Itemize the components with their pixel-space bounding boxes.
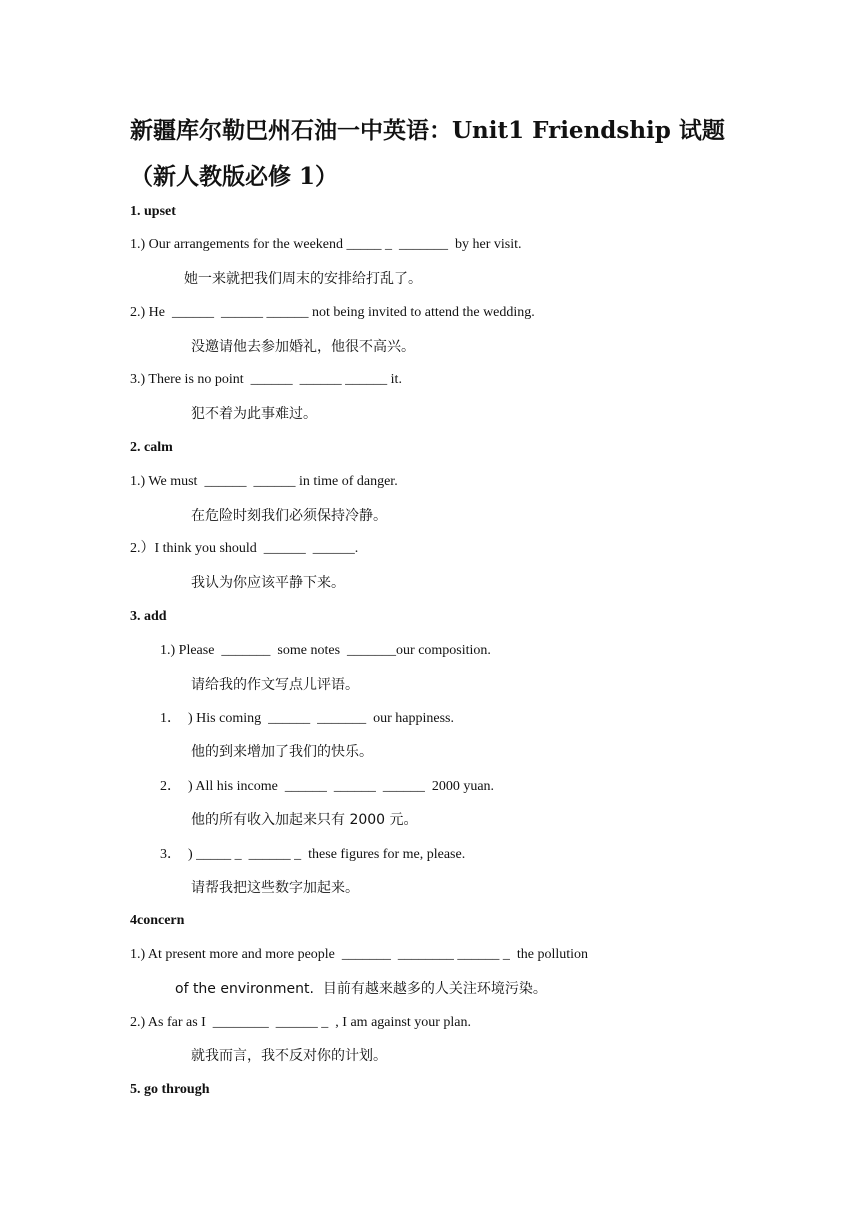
translation-line: 在危险时刻我们必须保持冷静。: [191, 508, 387, 524]
translation-line: 他的所有收入加起来只有 2000 元。: [191, 812, 418, 828]
exercise-line-continued: of the environment. 目前有越来越多的人关注环境污染。: [175, 981, 547, 997]
translation-line: 犯不着为此事难过。: [191, 406, 317, 422]
translation-line: 她一来就把我们周末的安排给打乱了。: [184, 271, 422, 287]
exercise-line: 3.) There is no point ______ ______ ______ it.: [130, 372, 402, 387]
exercise-line: 2.）I think you should ______ ______.: [130, 541, 359, 556]
translation-line: 请帮我把这些数字加起来。: [191, 880, 359, 896]
exercise-line: 3． ) _____ _ ______ _ these figures for me, please.: [160, 847, 466, 862]
exercise-line: 2.) As far as I ________ ______ _ , I am against your plan.: [130, 1015, 471, 1030]
exercise-line: 2.) He ______ ______ ______ not being invited to attend the wedding.: [130, 305, 535, 320]
exercise-line: 1． ) His coming ______ _______ our happiness.: [160, 711, 454, 726]
translation-line: 就我而言，我不反对你的计划。: [191, 1048, 387, 1064]
section-heading-upset: 1. upset: [130, 204, 176, 219]
exercise-line: 2． ) All his income ______ ______ ______ 2000 yuan.: [160, 779, 495, 794]
translation-line: 请给我的作文写点儿评语。: [191, 677, 359, 693]
section-heading-go-through: 5. go through: [130, 1082, 210, 1097]
section-heading-calm: 2. calm: [130, 440, 173, 455]
exercise-line: 1.) Please _______ some notes _______our composition.: [160, 643, 491, 658]
section-heading-concern: 4concern: [130, 913, 185, 928]
translation-line: 没邀请他去参加婚礼，他很不高兴。: [191, 339, 415, 355]
translation-line: 他的到来增加了我们的快乐。: [191, 744, 373, 760]
section-heading-add: 3. add: [130, 609, 167, 624]
document-title: 新疆库尔勒巴州石油一中英语：Unit1 Friendship 试题（新人教版必修 1）: [130, 117, 725, 190]
exercise-line: 1.) At present more and more people _______ ________ ______ _ the pollution: [130, 947, 589, 962]
exercise-line: 1.) We must ______ ______ in time of danger.: [130, 474, 398, 489]
translation-line: 我认为你应该平静下来。: [191, 575, 345, 591]
exercise-line: 1.) Our arrangements for the weekend _____ _ _______ by her visit.: [130, 237, 522, 252]
